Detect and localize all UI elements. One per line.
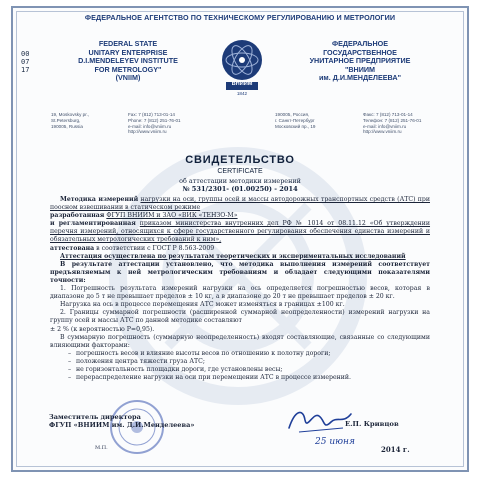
- list-item: – погрешность весов и влияние высоты весов по отношению к полотну дороги;: [68, 350, 430, 358]
- stamp-place-label: М.П.: [95, 445, 108, 451]
- vniim-logo-icon: [218, 38, 266, 98]
- handwritten-date: 25 июня: [315, 437, 355, 447]
- serial-number: 000717: [21, 50, 30, 74]
- regulation-paragraph: [50, 220, 430, 244]
- method-text: нагрузки на оси, группы осей и массы автодорожных транспортных средств (АТС) при поосном взвешивании в статическом режиме: [50, 196, 430, 212]
- method-label: Методика измерений: [60, 196, 139, 203]
- address-en: 19, Moskovsky pr., St.Petersburg, 190005, Russia: [51, 112, 90, 129]
- address-ru: 190005, Россия, г. Санкт-Петербург Московский пр., 19: [275, 112, 316, 129]
- agency-banner: ФЕДЕРАЛЬНОЕ АГЕНТСТВО ПО ТЕХНИЧЕСКОМУ РЕГУЛИРОВАНИЮ И МЕТРОЛОГИИ: [84, 13, 396, 22]
- result-text: В результате аттестации установлено, что методика выполнения измерений соответствует предъявляемым к ней метрологическим требованиям и обладает следующими показателями точности:: [50, 260, 430, 284]
- regulation-text: приказом министерства внутренних дел РФ № 1014 от 08.11.12 «Об утверждении перечня измерений, относящихся к сфере государственного регулирования обеспечения единства измерений и обязательных метрологических требований к ним»,: [50, 220, 431, 244]
- certificate-number: № 531/2301- (01.00250) - 2014: [182, 185, 298, 193]
- certificate-title: СВИДЕТЕЛЬСТВО: [185, 154, 295, 166]
- point-1: 1. Погрешность результата измерений нагрузки на ось определяется погрешностью весов, которая в диапазоне до 5 т не превышает пределов ± 10 кг, а в диапазоне до 20 т не превышает пределов ± 20 кг.: [50, 285, 430, 301]
- attestation-label: аттестована: [50, 244, 95, 252]
- list-item: – перераспределение нагрузки на оси при перемещении АТС в процессе измерений.: [68, 374, 430, 382]
- contacts-en: Fax: 7 (812) 713-01-14 Phone: 7 (812) 251-76-01 e-mail: info@vniim.ru http://www.vniim.ru: [128, 112, 181, 135]
- list-item: – положения центра тяжести груза АТС;: [68, 358, 430, 366]
- certificate-title-en: CERTIFICATE: [217, 168, 263, 175]
- vniim-logo: [218, 38, 266, 98]
- logo-year: 1842: [236, 91, 248, 96]
- org-name-en: FEDERAL STATE UNITARY ENTERPRISE D.I.MENDELEYEV INSTITUTE FOR METROLOGY" (VNIIM): [78, 39, 178, 83]
- certificate-body: [50, 196, 430, 382]
- logo-text: ВНИИМ: [231, 81, 253, 87]
- factors-list: [68, 350, 430, 382]
- org-name-ru: ФЕДЕРАЛЬНОЕ ГОСУДАРСТВЕННОЕ УНИТАРНОЕ ПРЕДПРИЯТИЕ "ВНИИМ им. Д.И.МЕНДЕЛЕЕВА": [309, 39, 411, 83]
- signatory-name: Е.П. Кривцов: [345, 420, 399, 428]
- developer-text: ФГУП ВНИИМ и ЗАО «ВИК «ТЕНЗО-М»: [106, 212, 238, 220]
- point-2b: ± 2 % (к вероятностью Р=0,95).: [50, 325, 155, 333]
- list-item: – не горизонтальность площадки дороги, где установлены весы;: [68, 366, 430, 374]
- point-2: 2. Границы суммарной погрешности (расширенной суммарной неопределенности) измерений нагрузки на группу осей и массы АТС по данной методике составляют: [50, 309, 430, 325]
- point-3: В суммарную погрешность (суммарную неопределенность) входят составляющие, связанные со следующими влияющими факторами:: [50, 333, 430, 349]
- signatory-position: Заместитель директора ФГУП «ВНИИМ им. Д.И.Менделеева»: [49, 413, 195, 430]
- developer-line: [50, 212, 430, 220]
- regulation-label: и регламентированная: [50, 220, 136, 228]
- attestation-text: в соответствии с ГОСТ Р 8.563-2009: [96, 244, 215, 252]
- basis-paragraph: [50, 253, 430, 261]
- certificate-sheet: [11, 6, 469, 472]
- point-1b: Нагрузка на ось в процессе перемещения АТС может изменяться в границах ±100 кг.: [60, 301, 345, 309]
- result-paragraph: [50, 261, 430, 285]
- attestation-line: [50, 245, 430, 253]
- certificate-subtitle: об аттестации методики измерений: [179, 177, 301, 185]
- method-paragraph: [50, 196, 430, 212]
- contacts-ru: Факс: 7 (812) 713-01-14 Телефон: 7 (812) 251-76-01 e-mail: info@vniim.ru http://www.vniim.ru: [363, 112, 422, 135]
- basis-text: Аттестация осуществлена по результатам теоретических и экспериментальных исследований: [60, 252, 406, 260]
- date-year: 2014 г.: [381, 445, 410, 454]
- developer-label: разработанная: [50, 212, 105, 220]
